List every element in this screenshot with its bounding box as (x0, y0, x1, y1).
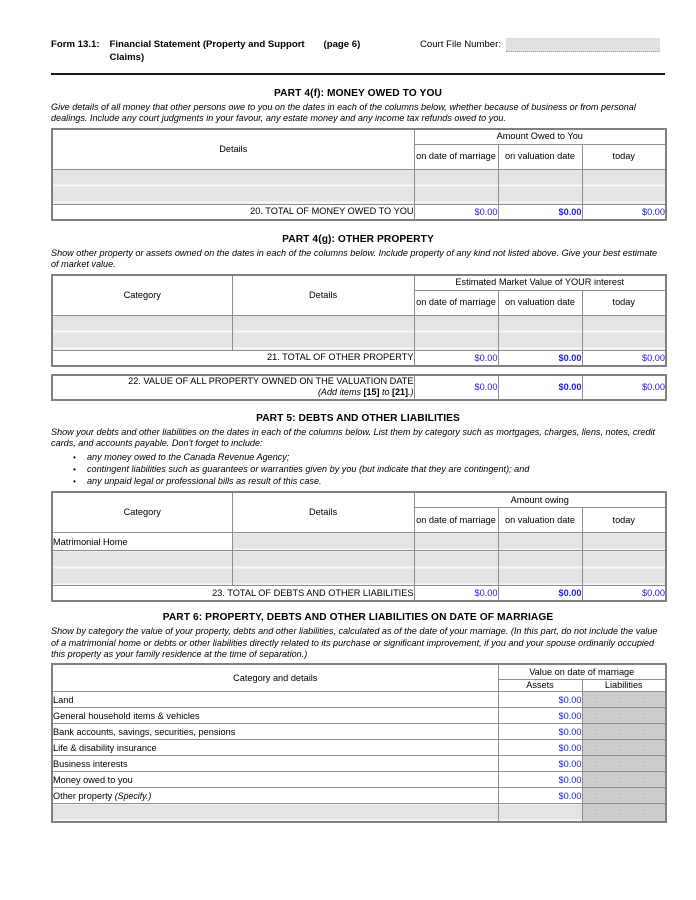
input-today[interactable] (582, 533, 666, 551)
part-4g-intro: Show other property or assets owned on the dates in each of the columns below. Include property of any kind not listed above. Give your best estimate of market value. (51, 247, 658, 270)
input-today[interactable] (582, 551, 666, 586)
item-22-row (52, 375, 666, 400)
part-4f-intro: Give details of all money that other persons owe to you on the dates in each of the columns below, whether because of business or from personal dealings. Include any court judgments in your favour, any estate money and any income tax refunds owed to you. (51, 102, 636, 124)
row-assets-bank-accounts: $0.00 (498, 724, 582, 740)
col-header-details: Details (232, 275, 414, 316)
table-header-row (52, 129, 666, 145)
total-money-owed-marriage: $0.00 (414, 204, 498, 220)
court-file-input[interactable] (506, 38, 660, 52)
input-details[interactable] (232, 533, 414, 551)
row-label-money-owed-to-you[interactable]: Money owed to you (52, 772, 498, 788)
row-liabilities-money-owed-to-you (582, 772, 666, 788)
input-category-extra[interactable] (52, 804, 498, 823)
total-debts-today: $0.00 (582, 586, 666, 602)
part-4g-table (51, 274, 667, 367)
part-5-bullet-list (51, 452, 665, 487)
item-22-today: $0.00 (582, 375, 666, 400)
col-header-today: today (582, 144, 666, 169)
input-category[interactable] (52, 315, 232, 350)
input-valuation[interactable] (498, 315, 582, 350)
row-label-land[interactable]: Land (52, 692, 498, 708)
col-header-assets: Assets (498, 680, 582, 692)
total-other-property-valuation: $0.00 (498, 350, 582, 366)
row-assets-other-property: $0.00 (498, 788, 582, 804)
table-row (52, 169, 666, 204)
col-header-on-valuation-date: on valuation date (498, 290, 582, 315)
row-liabilities-extra (582, 804, 666, 823)
input-today[interactable] (582, 315, 666, 350)
input-valuation[interactable] (498, 551, 582, 586)
item-22-subnote (318, 387, 414, 397)
row-assets-money-owed-to-you: $0.00 (498, 772, 582, 788)
table-row (52, 772, 666, 788)
col-header-details: Details (52, 129, 414, 170)
table-row (52, 692, 666, 708)
total-debts-marriage: $0.00 (414, 586, 498, 602)
list-item: • any unpaid legal or professional bills as result of this case. (87, 476, 665, 488)
header-divider (51, 73, 665, 75)
col-header-on-date-of-marriage: on date of marriage (414, 290, 498, 315)
item-22-marriage: $0.00 (414, 375, 498, 400)
input-details[interactable] (52, 169, 414, 204)
total-label-money-owed: 20. TOTAL OF MONEY OWED TO YOU (52, 204, 414, 220)
table-header-row (52, 275, 666, 291)
input-valuation[interactable] (498, 169, 582, 204)
col-header-estimated-market-value: Estimated Market Value of YOUR interest (414, 275, 666, 291)
col-header-category-and-details: Category and details (52, 664, 498, 692)
input-details[interactable] (232, 551, 414, 586)
table-row (52, 551, 666, 586)
item-22-sub-post: .) (408, 387, 414, 398)
row-label-business-interests[interactable]: Business interests (52, 756, 498, 772)
table-row (52, 724, 666, 740)
row-assets-household-items: $0.00 (498, 708, 582, 724)
input-assets-extra[interactable] (498, 804, 582, 823)
table-row (52, 788, 666, 804)
row-liabilities-other-property (582, 788, 666, 804)
row-liabilities-insurance (582, 740, 666, 756)
part-4g-title: PART 4(g): OTHER PROPERTY (282, 233, 434, 245)
total-row (52, 350, 666, 366)
part-4f-title: PART 4(f): MONEY OWED TO YOU (274, 88, 442, 99)
total-label-debts: 23. TOTAL OF DEBTS AND OTHER LIABILITIES (52, 586, 414, 602)
total-row (52, 586, 666, 602)
input-marriage[interactable] (414, 315, 498, 350)
part-6-intro: Show by category the value of your property, debts and other liabilities, calculated as of the date of your marriage. (In this part, do not include the value of a matrimonial home or debts or other liabilities directly related to its purchase or significant improvement, if you and your spouse ordinarily occupied this property as your family residence at the time of separation.) (51, 626, 658, 660)
item-22-main-label: 22. VALUE OF ALL PROPERTY OWNED ON THE VALUATION DATE (128, 375, 414, 386)
input-details[interactable] (232, 315, 414, 350)
court-file-label: Court File Number: (419, 39, 501, 50)
total-row (52, 204, 666, 220)
col-header-amount-owed: Amount Owed to You (414, 129, 666, 145)
col-header-on-date-of-marriage: on date of marriage (414, 144, 498, 169)
row-liabilities-bank-accounts (582, 724, 666, 740)
part-4f-table (51, 128, 667, 221)
row-liabilities-land (582, 692, 666, 708)
table-header-row (52, 492, 666, 508)
col-header-category: Category (52, 492, 232, 533)
input-marriage[interactable] (414, 169, 498, 204)
item-22-table (51, 374, 667, 401)
court-file-group (420, 38, 665, 52)
row-liabilities-household-items (582, 708, 666, 724)
table-row (52, 740, 666, 756)
col-header-details: Details (232, 492, 414, 533)
input-valuation[interactable] (498, 533, 582, 551)
col-header-category: Category (52, 275, 232, 316)
col-header-value-on-date-of-marriage: Value on date of marriage (498, 664, 666, 680)
row-label-household-items[interactable]: General household items & vehicles (52, 708, 498, 724)
list-item: • contingent liabilities such as guarantees or warranties given by you (but indicate that they are contingent); and (87, 464, 665, 476)
table-row (52, 756, 666, 772)
total-other-property-marriage: $0.00 (414, 350, 498, 366)
item-22-label (52, 375, 414, 400)
item-22-sub-pre: (Add items (317, 387, 364, 398)
total-money-owed-today: $0.00 (582, 204, 666, 220)
table-header-row (52, 664, 666, 680)
total-label-other-property: 21. TOTAL OF OTHER PROPERTY (52, 350, 414, 366)
page-label: (page 6) (323, 39, 361, 50)
row-label-other-property-text: Other property (53, 790, 113, 801)
row-label-bank-accounts[interactable]: Bank accounts, savings, securities, pensions (52, 724, 498, 740)
row-liabilities-business-interests (582, 756, 666, 772)
item-22-ref-21: [21] (391, 387, 408, 398)
part-6-table (51, 663, 667, 823)
form-title: Financial Statement (Property and Support Claims) (109, 39, 305, 63)
row-label-other-property[interactable] (52, 788, 498, 804)
input-marriage[interactable] (414, 551, 498, 586)
row-label-insurance[interactable]: Life & disability insurance (52, 740, 498, 756)
col-header-today: today (582, 508, 666, 533)
row-assets-land: $0.00 (498, 692, 582, 708)
row-category-matrimonial-home[interactable]: Matrimonial Home (52, 533, 232, 551)
col-header-liabilities: Liabilities (582, 680, 666, 692)
item-22-valuation: $0.00 (498, 375, 582, 400)
table-row (52, 708, 666, 724)
part-5-title: PART 5: DEBTS AND OTHER LIABILITIES (256, 412, 460, 424)
part-6-title: PART 6: PROPERTY, DEBTS AND OTHER LIABILITIES ON DATE OF MARRIAGE (162, 612, 554, 624)
row-assets-business-interests: $0.00 (498, 756, 582, 772)
part-5-table (51, 491, 667, 602)
table-row (52, 315, 666, 350)
col-header-today: today (582, 290, 666, 315)
table-row (52, 533, 666, 551)
input-category[interactable] (52, 551, 232, 586)
col-header-on-date-of-marriage: on date of marriage (414, 508, 498, 533)
col-header-on-valuation-date: on valuation date (498, 144, 582, 169)
item-22-ref-15: [15] (363, 387, 380, 398)
part-5-intro: Show your debts and other liabilities on the dates in each of the columns below. List them by category such as mortgages, charges, liens, notes, credit cards, and accounts payable. Don't forget to include: (51, 426, 656, 449)
item-22-sub-mid: to (379, 387, 392, 398)
table-spacer (51, 367, 665, 374)
total-other-property-today: $0.00 (582, 350, 666, 366)
form-number: Form 13.1: (51, 39, 100, 50)
form-header (51, 38, 665, 64)
total-money-owed-valuation: $0.00 (498, 204, 582, 220)
total-debts-valuation: $0.00 (498, 586, 582, 602)
row-assets-insurance: $0.00 (498, 740, 582, 756)
list-item: • any money owed to the Canada Revenue Agency; (87, 452, 665, 464)
col-header-amount-owing: Amount owing (414, 492, 666, 508)
input-today[interactable] (582, 169, 666, 204)
row-label-other-property-note: (Specify.) (114, 790, 152, 801)
col-header-on-valuation-date: on valuation date (498, 508, 582, 533)
table-row (52, 804, 666, 823)
input-marriage[interactable] (414, 533, 498, 551)
